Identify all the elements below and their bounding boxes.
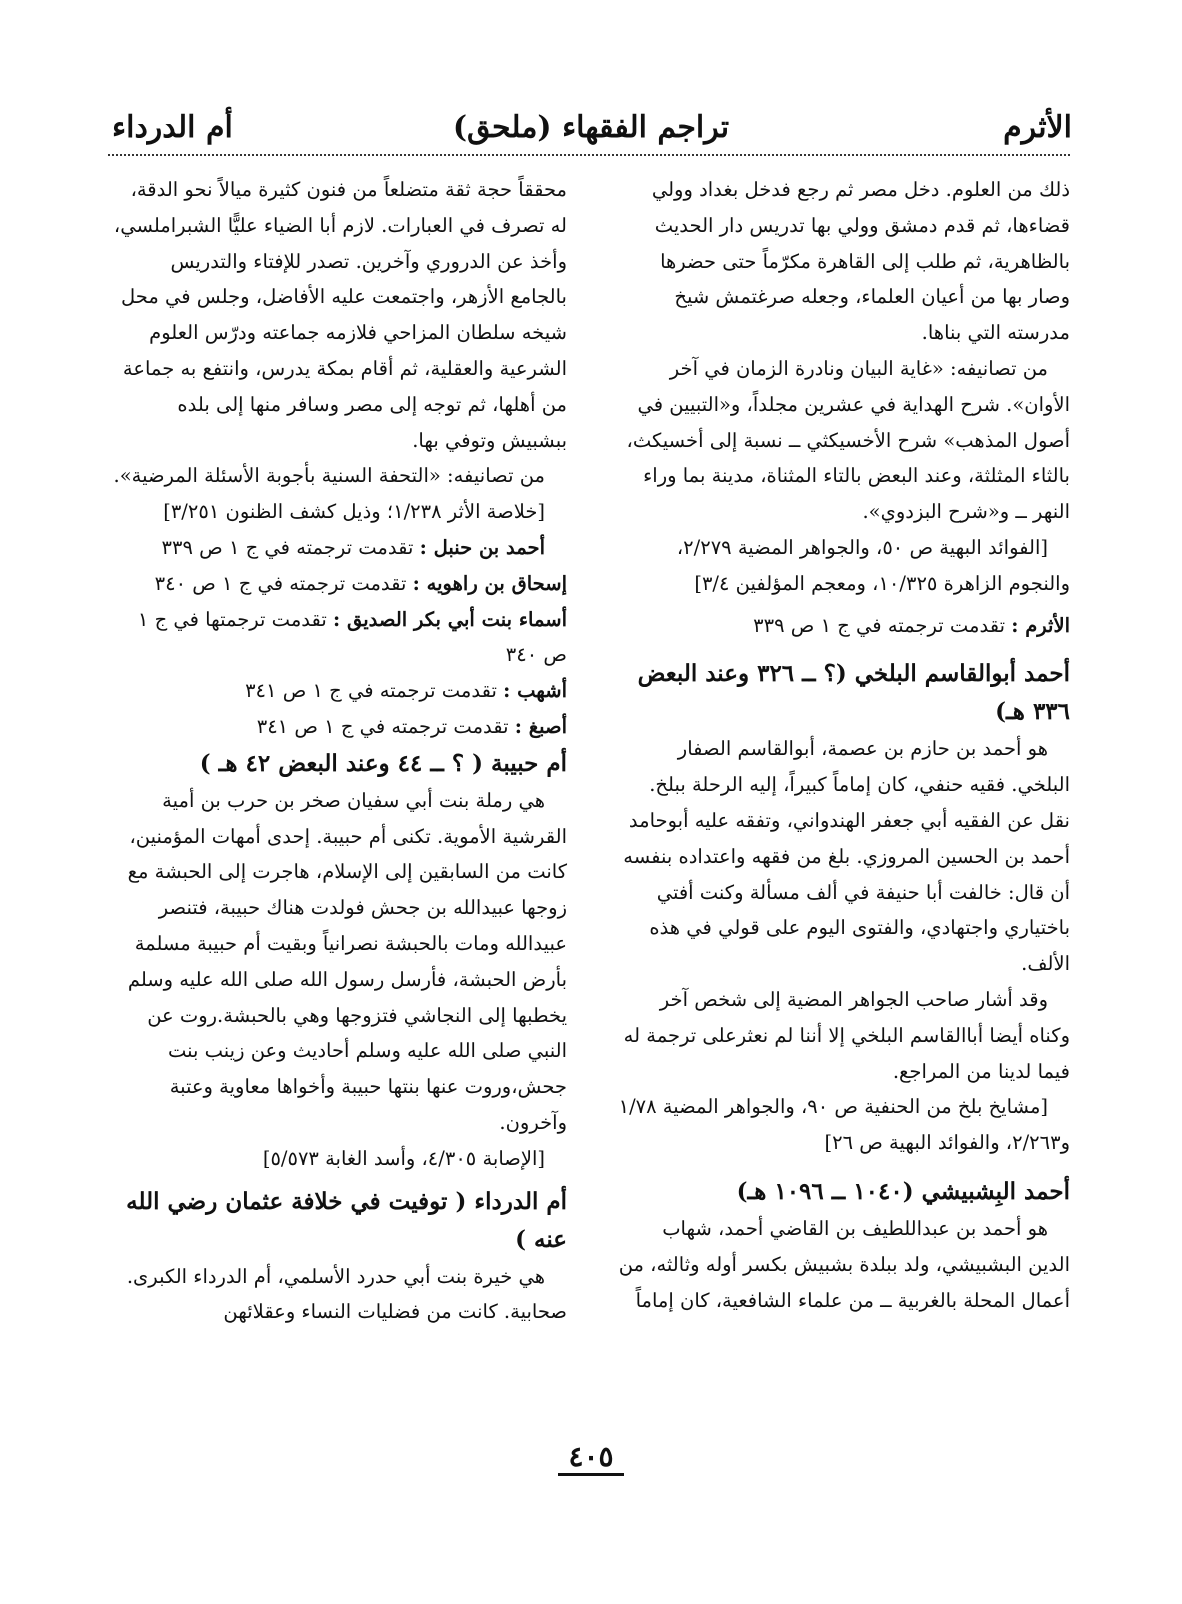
source-citation: [خلاصة الأثر ١/٢٣٨؛ وذيل كشف الظنون ٣/٢٥١]: [163, 500, 545, 524]
spacer: [615, 1161, 1070, 1173]
paragraph: هو أحمد بن عبداللطيف بن القاضي أحمد، شهاب الدين البشبيشي، ولد ببلدة بشبيش بكسر أوله وثالثه، من أعمال المحلة بالغربية ــ من علماء الشافعية، كان إماماً: [618, 1216, 1070, 1312]
cross-reference-text: تقدمت ترجمته في ج ١ ص ٣٣٩: [161, 535, 414, 559]
paragraph: هي رملة بنت أبي سفيان صخر بن حرب بن أمية القرشية الأموية. تكنى أم حبيبة. إحدى أمهات المؤمنين، كانت من السابقين إلى الإسلام، هاجرت إلى الحبشة مع زوجها عبيدالله بن جحش فولدت هناك حبيبة، فتنصر عبيدالله ومات بالحبشة نصرانياً وبقيت أم حبيبة مسلمة بأرض الحبشة، فأرسل رسول الله صلى الله عليه وسلم يخطبها إلى النجاشي فتزوجها وهي بالحبشة.روت عن النبي صلى الله عليه وسلم أحاديث وعن زينب بنت جحش،وروت عنها بنتها حبيبة وأخواها معاوية وعتبة وآخرون.: [127, 788, 567, 1134]
spacer: [615, 643, 1070, 655]
header-divider: [108, 154, 1070, 156]
cross-reference-text: تقدمت ترجمته في ج ١ ص ٣٤١: [256, 714, 509, 738]
entry-heading: أحمد البِشبيشي (١٠٤٠ ــ ١٠٩٦ هـ): [736, 1177, 1070, 1205]
cross-reference: [112, 673, 567, 709]
cross-reference-name: إسحاق بن راهويه :: [412, 571, 567, 595]
cross-reference-text: تقدمت ترجمته في ج ١ ص ٣٣٩: [753, 613, 1005, 637]
cross-reference-name: أصبغ :: [514, 714, 567, 738]
cross-reference: [112, 530, 567, 566]
header-right-title: الأثرم: [1003, 110, 1072, 145]
cross-reference: [112, 602, 567, 674]
paragraph: وقد أشار صاحب الجواهر المضية إلى شخص آخر وكناه أيضا أباالقاسم البلخي إلا أننا لم نعثرعلى ترجمة له فيما لدينا من المراجع.: [623, 987, 1070, 1083]
entry-heading: أم حبيبة ( ؟ ــ ٤٤ وعند البعض ٤٢ هـ ): [199, 749, 567, 777]
cross-reference: [112, 709, 567, 745]
entry-heading: أم الدرداء ( توفيت في خلافة عثمان رضي الله عنه ): [126, 1187, 567, 1253]
cross-reference-name: أحمد بن حنبل :: [419, 535, 545, 559]
entry-heading: أحمد أبوالقاسم البلخي (؟ ــ ٣٢٦ وعند البعض ٣٣٦ هـ): [637, 660, 1070, 726]
header-center-title: (ملحق) تراجم الفقهاء: [452, 110, 730, 145]
cross-reference: [112, 566, 567, 602]
cross-reference-name: أشهب :: [503, 679, 567, 703]
cross-reference-text: تقدمت ترجمته في ج ١ ص ٣٤١: [245, 679, 497, 703]
left-column: [112, 172, 567, 1330]
cross-reference-name: الأثرم :: [1011, 613, 1070, 637]
paragraph: من تصانيفه: «التحفة السنية بأجوبة الأسئلة المرضية».: [113, 464, 545, 488]
paragraph: من تصانيفه: «غاية البيان ونادرة الزمان في آخر الأوان». شرح الهداية في عشرين مجلداً، و«التبيين في أصول المذهب» شرح الأخسيكثي ــ نسبة إلى أخسيكث، بالثاء المثلثة، وعند البعض بالتاء المثناة، مدينة بما وراء النهر ــ و«شرح البزدوي».: [626, 356, 1070, 524]
paragraph: ذلك من العلوم. دخل مصر ثم رجع فدخل بغداد وولي قضاءها، ثم قدم دمشق وولي بها تدريس دار الحديث بالظاهرية، ثم طلب إلى القاهرة مكرّماً حتى حضرها وصار بها من أعيان العلماء، وجعله صرغتمش شيخ مدرسته التي بناها.: [651, 178, 1070, 345]
paragraph: هو أحمد بن حازم بن عصمة، أبوالقاسم الصفار البلخي. فقيه حنفي، كان إماماً كبيراً، إليه الرحلة ببلخ. نقل عن الفقيه أبي جعفر الهندواني، وتفقه عليه أبوحامد أحمد بن الحسين المروزي. بلغ من فقهه واعتداده بنفسه أن قال: خالفت أبا حنيفة في ألف مسألة وكنت أفتي باختياري واجتهادي، والفتوى اليوم على قولي في هذه الألف.: [623, 737, 1070, 976]
source-citation: [الإصابة ٤/٣٠٥، وأسد الغابة ٥/٥٧٣]: [262, 1146, 545, 1170]
page-number-footer: [0, 1440, 1182, 1473]
cross-reference-text: تقدمت ترجمتها في ج ١ ص ٣٤٠: [137, 607, 567, 667]
paragraph: هي خيرة بنت أبي حدرد الأسلمي، أم الدرداء الكبرى. صحابية. كانت من فضليات النساء وعقلائهن: [126, 1264, 567, 1324]
header-left-title: أم الدرداء: [112, 110, 233, 145]
page-number: ٤٠٥: [558, 1440, 623, 1476]
source-citation: [الفوائد البهية ص ٥٠، والجواهر المضية ٢/٢٧٩، والنجوم الزاهرة ١٠/٣٢٥، ومعجم المؤلفين ٣/٤]: [676, 535, 1070, 595]
right-column: [615, 172, 1070, 1318]
paragraph: محققاً حجة ثقة متضلعاً من فنون كثيرة ميالاً نحو الدقة، له تصرف في العبارات. لازم أبا الضياء عليًّا الشبراملسي، وأخذ عن الدروري وآخرين. تصدر للإفتاء والتدريس بالجامع الأزهر، واجتمعت عليه الأفاضل، وجلس في محل شيخه سلطان المزاحي فلازمه جماعته ودرّس العلوم الشرعية والعقلية، ثم أقام بمكة يدرس، وانتفع به جماعة من أهلها، ثم توجه إلى مصر وسافر منها إلى بلده ببشبيش وتوفي بها.: [113, 178, 567, 452]
cross-reference-name: أسماء بنت أبي بكر الصديق :: [333, 607, 567, 631]
cross-reference: [615, 608, 1070, 644]
cross-reference-text: تقدمت ترجمته في ج ١ ص ٣٤٠: [154, 571, 407, 595]
source-citation: [مشايخ بلخ من الحنفية ص ٩٠، والجواهر المضية ١/٧٨ و٢/٢٦٣، والفوائد البهية ص ٢٦]: [618, 1095, 1070, 1155]
